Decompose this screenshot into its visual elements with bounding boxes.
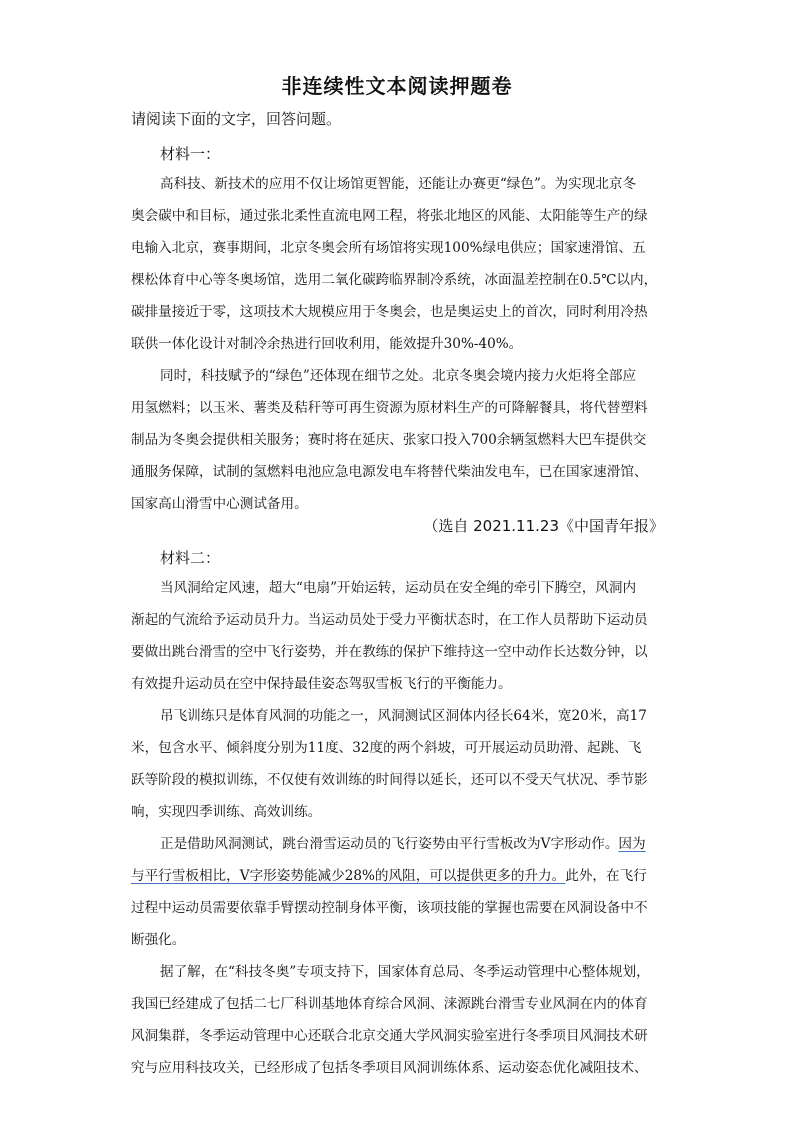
paragraph-line: 断强化。 [131, 932, 186, 948]
paragraph-line: 米，包含水平、倾斜度分别为11度、32度的两个斜坡，可开展运动员助滑、起跳、飞 [131, 740, 642, 756]
paragraph-line: 吊飞训练只是体育风洞的功能之一，风洞测试区洞体内径长64米，宽20米，高17 [160, 708, 647, 724]
plain-text: 此外，在飞行 [565, 868, 647, 884]
underlined-text: 因为 [618, 836, 646, 852]
paragraph-line: 渐起的气流给予运动员升力。当运动员处于受力平衡状态时，在工作人员帮助下运动员 [131, 612, 648, 628]
paragraph-line: 奥会碳中和目标，通过张北柔性直流电网工程，将张北地区的风能、太阳能等生产的绿 [131, 208, 648, 224]
plain-text: 正是借助风洞测试，跳台滑雪运动员的飞行姿势由平行雪板改为V字形动作。 [160, 836, 619, 852]
paragraph-line: 风洞集群，冬季运动管理中心还联合北京交通大学风洞实验室进行冬季项目风洞技术研 [131, 1028, 648, 1044]
material2-label: 材料二： [160, 549, 221, 567]
paragraph-line: 据了解，在“科技冬奥”专项支持下，国家体育总局、冬季运动管理中心整体规划， [160, 964, 650, 980]
paragraph-line: 碳排量接近于零，这项技术大规模应用于冬奥会，也是奥运史上的首次，同时利用冷热 [131, 304, 648, 320]
paragraph-line [160, 838, 646, 852]
paragraph-line: 棵松体育中心等冬奥场馆，选用二氧化碳跨临界制冷系统，冰面温差控制在0.5℃以内， [131, 272, 658, 288]
paragraph-line: 我国已经建成了包括二七厂科训基地体育综合风洞、涞源跳台滑雪专业风洞在内的体育 [131, 996, 648, 1012]
paragraph-line: 国家高山滑雪中心测试备用。 [131, 496, 308, 512]
paragraph-line: 联供一体化设计对制冷余热进行回收利用，能效提升30%-40%。 [131, 336, 523, 352]
paragraph-line: 跃等阶段的模拟训练，不仅使有效训练的时间得以延长，还可以不受天气状况、季节影 [131, 772, 648, 788]
paragraph-line: 同时，科技赋予的“绿色”还体现在细节之处。北京冬奥会境内接力火炬将全部应 [160, 368, 637, 384]
paragraph-line: 当风洞给定风速，超大“电扇”开始运转，运动员在安全绳的牵引下腾空，风洞内 [160, 580, 637, 596]
paragraph-line: 有效提升运动员在空中保持最佳姿态驾驭雪板飞行的平衡能力。 [131, 676, 512, 692]
paragraph-line: 电输入北京，赛事期间，北京冬奥会所有场馆将实现100%绿电供应；国家速滑馆、五 [131, 240, 646, 256]
paragraph-line: 制品为冬奥会提供相关服务；赛时将在延庆、张家口投入700余辆氢燃料大巴车提供交 [131, 432, 647, 448]
paragraph-line: 过程中运动员需要依靠手臂摆动控制身体平衡，该项技能的掌握也需要在风洞设备中不 [131, 900, 648, 916]
paragraph-line [131, 870, 647, 884]
paragraph-line: 高科技、新技术的应用不仅让场馆更智能，还能让办赛更“绿色”。为实现北京冬 [160, 176, 637, 192]
paragraph-line: 用氢燃料；以玉米、薯类及秸秆等可再生资源为原材料生产的可降解餐具，将代替塑料 [131, 400, 648, 416]
material1-label: 材料一： [160, 145, 221, 163]
underlined-text: 与平行雪板相比，V字形姿势能减少28%的风阻，可以提供更多的升力。 [131, 868, 566, 884]
source-citation: （选自 2021.11.23《中国青年报》 [423, 517, 664, 535]
page-title: 非连续性文本阅读押题卷 [281, 74, 513, 98]
paragraph-line: 响，实现四季训练、高效训练。 [131, 804, 322, 820]
instruction-text: 请阅读下面的文字，回答问题。 [131, 110, 342, 128]
paragraph-line: 要做出跳台滑雪的空中飞行姿势，并在教练的保护下维持这一空中动作长达数分钟，以 [131, 644, 648, 660]
paragraph-line: 通服务保障，试制的氢燃料电池应急电源发电车将替代柴油发电车，已在国家速滑馆、 [131, 464, 648, 480]
paragraph-line: 究与应用科技攻关，已经形成了包括冬季项目风洞训练体系、运动姿态优化减阻技术、 [131, 1060, 648, 1076]
